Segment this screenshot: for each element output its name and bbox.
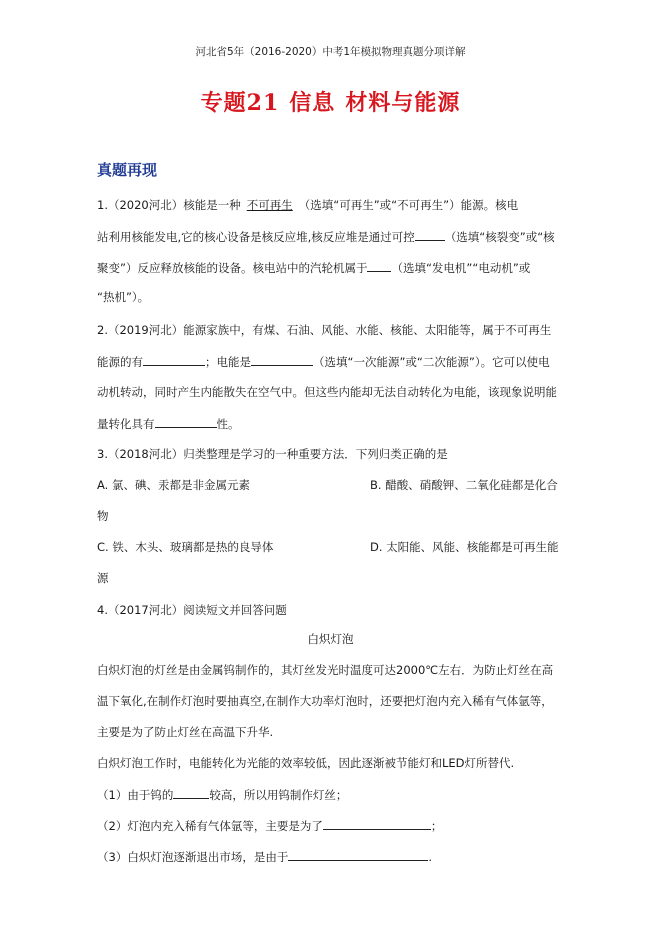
q2-blank-3[interactable]	[155, 415, 217, 428]
q1-text-b: （选填“可再生”或“不可再生”）能源。核电	[298, 198, 519, 212]
q4-sub2-text-a: （2）灯泡内充入稀有气体氩等，主要是为了	[97, 819, 323, 833]
q4-sub1-text-b: 较高，所以用钨制作灯丝；	[209, 788, 348, 802]
q2-line2-text-c: （选填“一次能源”或“二次能源”）。它可以使电	[313, 355, 550, 369]
q4-blank-1[interactable]	[173, 786, 209, 799]
q4-paragraph-1-line-1: 白炽灯泡的灯丝是由金属钨制作的，其灯丝发光时温度可达2000℃左右．为防止灯丝在高	[97, 663, 554, 677]
q2-blank-2[interactable]	[251, 353, 313, 366]
q4-sub3-text-a: （3）白炽灯泡逐渐退出市场，是由于	[97, 850, 289, 864]
q1-line-4: “热机”）。	[97, 290, 150, 304]
title-part-1: 专题21	[200, 90, 280, 116]
q3-stem: 3.（2018河北）归类整理是学习的一种重要方法．下列归类正确的是	[97, 447, 448, 461]
q1-line-3	[97, 259, 530, 276]
q2-line-3: 动机转动，同时产生内能散失在空气中。但这些内能却无法自动转化为电能，该现象说明能	[97, 385, 557, 399]
q2-line4-text-b: 性。	[216, 417, 240, 431]
q4-sub1-text-a: （1）由于钨的	[97, 788, 174, 802]
q2-line2-text-a: 能源的有	[97, 355, 143, 369]
q4-paragraph-2: 白炽灯泡工作时，电能转化为光能的效率较低，因此逐渐被节能灯和LED灯所替代.	[97, 756, 515, 770]
q4-sub-2	[97, 817, 442, 834]
page-header: 河北省5年（2016-2020）中考1年模拟物理真题分项详解	[195, 46, 466, 58]
q4-blank-2[interactable]	[323, 817, 431, 830]
q1-line3-text-b: （选填“发电机”“电动机”或	[391, 261, 531, 275]
title-part-2: 信息	[289, 90, 336, 116]
q2-blank-1[interactable]	[143, 353, 205, 366]
q4-sub3-text-b: .	[428, 850, 432, 864]
q2-line-1: 2.（2019河北）能源家族中，有煤、石油、风能、水能、核能、太阳能等，属于不可再生	[97, 323, 552, 337]
section-title: 真题再现	[97, 161, 158, 179]
q2-line-2	[97, 353, 550, 370]
q1-line2-text: 站利用核能发电,它的核心设备是核反应堆,核反应堆是通过可控	[97, 230, 415, 244]
q2-line2-text-b: ；电能是	[205, 355, 251, 369]
topic-title	[0, 86, 661, 117]
q1-line2-text-b: （选填“核裂变”或“核	[444, 230, 555, 244]
q3-option-a: A. 氯、碘、汞都是非金属元素	[97, 478, 250, 492]
q4-passage-title: 白炽灯泡	[307, 632, 354, 646]
q2-line4-text-a: 量转化具有	[97, 417, 155, 431]
q1-line3-text-a: 聚变”）反应释放核能的设备。核电站中的汽轮机属于	[97, 261, 368, 275]
q1-text-a: 1.（2020河北）核能是一种	[97, 198, 241, 212]
q3-option-b-cont: 物	[97, 509, 109, 523]
q4-paragraph-1-line-3: 主要是为了防止灯丝在高温下升华.	[97, 725, 274, 739]
q3-option-c: C. 铁、木头、玻璃都是热的良导体	[97, 540, 274, 554]
q4-sub2-text-b: ；	[430, 819, 443, 833]
q4-paragraph-1-line-2: 温下氧化,在制作灯泡时要抽真空,在制作大功率灯泡时，还要把灯泡内充入稀有气体氩等，	[97, 694, 553, 708]
q4-sub-3	[97, 848, 432, 865]
q1-line-1	[97, 197, 518, 213]
q4-sub-1	[97, 786, 347, 803]
q2-line-4	[97, 415, 240, 432]
q1-line-2	[97, 228, 555, 245]
q1-answer: 不可再生	[246, 198, 293, 212]
q1-blank-3[interactable]	[367, 259, 391, 272]
q1-blank-2[interactable]	[415, 228, 445, 241]
q3-option-d-cont: 源	[97, 571, 109, 585]
q4-blank-3[interactable]	[288, 848, 428, 861]
q3-option-b: B. 醋酸、硝酸钾、二氧化硅都是化合	[370, 478, 558, 492]
q3-option-d: D. 太阳能、风能、核能都是可再生能	[370, 540, 559, 554]
title-part-3: 材料与能源	[345, 90, 461, 116]
q4-stem: 4.（2017河北）阅读短文并回答问题	[97, 603, 287, 617]
